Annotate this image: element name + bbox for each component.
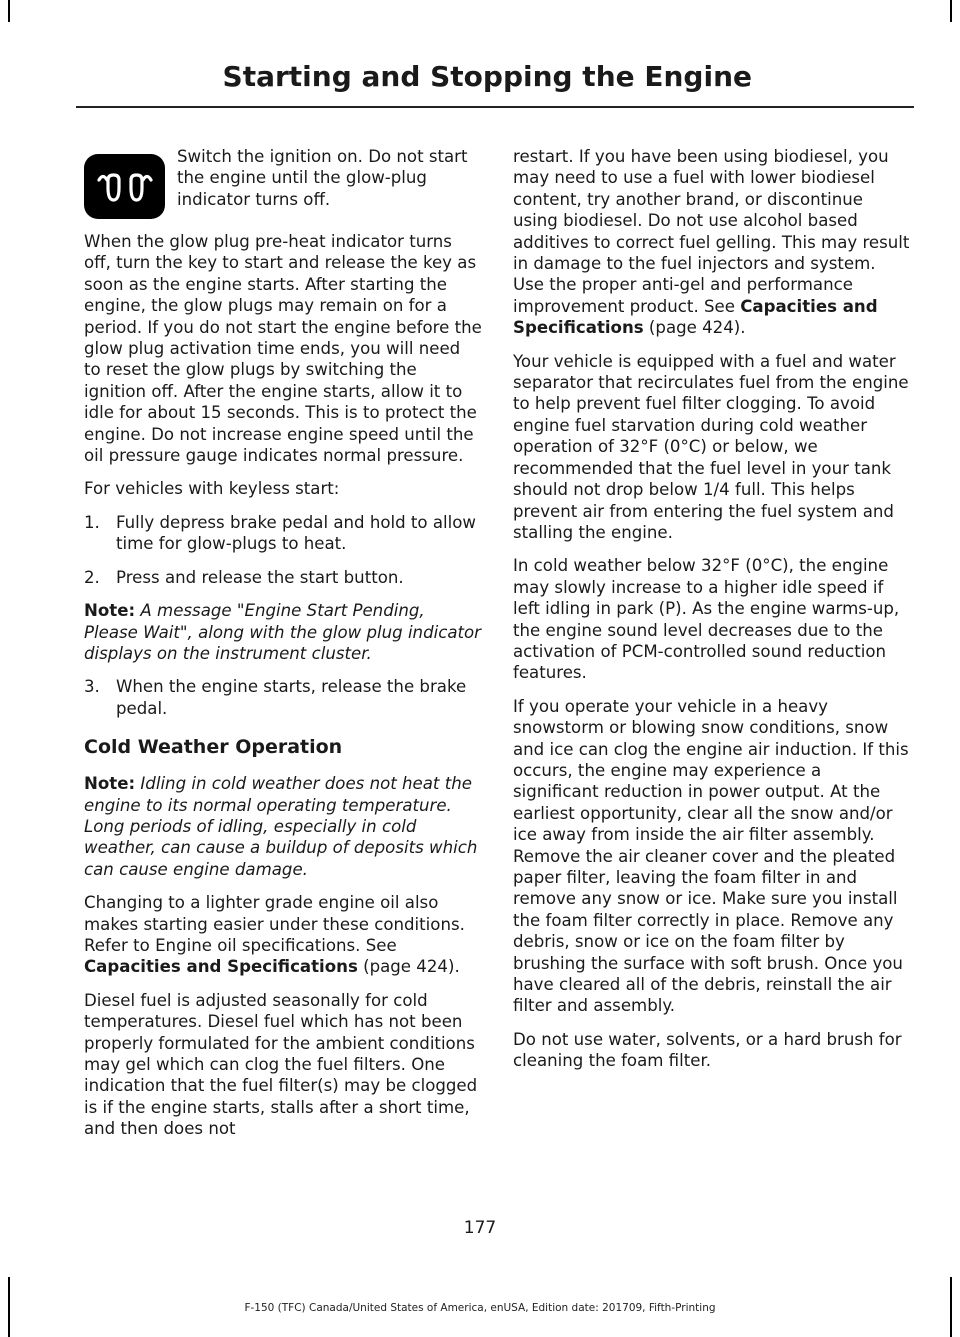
right-column (513, 146, 911, 1084)
page-header-title: Starting and Stopping the Engine (222, 60, 752, 93)
idle-speed-paragraph: In cold weather below 32°F (0°C), the engine may slowly increase to a higher idle speed if left idling in park (P). As the engine warms-up, the engine sound level decreases due to the activation of PCM-controlled sound reduction features. (513, 556, 900, 683)
crop-mark-top-left (8, 0, 10, 22)
list-item-text: Fully depress brake pedal and hold to allow time for glow-plugs to heat. (116, 512, 476, 554)
list-item-text: Press and release the start button. (116, 567, 404, 587)
list-item-number: 1. (84, 512, 100, 532)
list-item-text: When the engine starts, release the brake pedal. (116, 677, 467, 718)
diesel-fuel-paragraph: Diesel fuel is adjusted seasonally for cold temperatures. Diesel fuel which has not been properly formulated for the ambient conditions may gel which can clog the fuel filters. One indication that the fuel filter(s) may be clogged is if the engine starts, stalls after a short time, and then does not (84, 990, 478, 1139)
left-column (84, 146, 482, 1152)
list-item-number: 3. (84, 677, 100, 697)
page-number: 177 (463, 1218, 497, 1238)
engine-oil-paragraph (84, 892, 482, 978)
capacities-link[interactable]: Capacities and Specifications (84, 957, 358, 977)
note-label: Note: (84, 774, 136, 794)
list-item (84, 512, 482, 555)
note-text: A message "Engine Start Pending, Please Wait", along with the glow plug indicator displays on the instrument cluster. (84, 601, 481, 663)
paragraph-text: restart. If you have been using biodiesel, you may need to use a fuel with lower biodiesel content, try another brand, or discontinue using biodiesel. Do not use alcohol based additives to correct fuel gelling. This may result in damage to the fuel injectors and system. Use the proper anti-gel and performance improvement product. See (513, 147, 910, 316)
note-label: Note: (84, 601, 136, 621)
footer-edition: F-150 (TFC) Canada/United States of America, enUSA, Edition date: 201709, Fifth-Printing (244, 1302, 716, 1314)
section-heading-cold-weather: Cold Weather Operation (84, 736, 343, 759)
note-text: Idling in cold weather does not heat the engine to its normal operating temperature. Long periods of idling, especially in cold weather, can cause a buildup of deposits which can cause engine damage. (84, 774, 478, 879)
capacities-link[interactable]: Capacities and Specifications (513, 296, 878, 338)
page-reference: (page 424). (357, 957, 460, 977)
glow-plug-paragraph: When the glow plug pre-heat indicator turns off, turn the key to start and release the key as soon as the engine starts. After starting the engine, the glow plugs may remain on for a period. If you do not start the engine before the glow plug activation time ends, you will need to reset the glow plugs by switching the ignition off. After the engine starts, allow it to idle for about 15 seconds. This is to protect the engine. Do not increase engine speed until the oil pressure gauge indicates normal pressure. (84, 232, 482, 466)
note-engine-start-pending (84, 600, 482, 664)
snowstorm-paragraph: If you operate your vehicle in a heavy snowstorm or blowing snow conditions, snow and ice can clog the engine air induction. If this occurs, the engine may experience a significant reduction in power output. At the earliest opportunity, clear all the snow and/or ice away from inside the air filter assembly. Remove the air cleaner cover and the pleated paper filter, leaving the foam filter in and remove any snow or ice. Make sure you install the foam filter correctly in place. Remove any debris, snow or ice on the foam filter by brushing the surface with soft brush. Once you have cleared all of the debris, reinstall the air filter and assembly. (513, 696, 909, 1016)
paragraph-text: Changing to a lighter grade engine oil also makes starting easier under these conditions. Refer to Engine oil specifications. See (84, 893, 465, 955)
keyless-start-intro: For vehicles with keyless start: (84, 479, 340, 499)
list-item-number: 2. (84, 567, 100, 587)
biodiesel-paragraph (513, 146, 911, 339)
fuel-water-separator-paragraph: Your vehicle is equipped with a fuel and water separator that recirculates fuel from the engine to help prevent fuel filter clogging. To avoid engine fuel starvation during cold weather operation of 32°F (0°C) or below, we recommended that the fuel level in your tank should not drop below 1/4 full. This helps prevent air from entering the fuel system and stalling the engine. (513, 351, 909, 542)
header-divider (76, 106, 914, 108)
crop-mark-top-right (950, 0, 952, 22)
page-reference: (page 424). (643, 318, 746, 338)
list-item (84, 567, 482, 588)
glow-plug-icon (84, 154, 165, 219)
foam-filter-paragraph: Do not use water, solvents, or a hard brush for cleaning the foam filter. (513, 1029, 902, 1071)
glow-plug-instruction-text: Switch the ignition on. Do not start the engine until the glow-plug indicator turns off. (177, 147, 468, 209)
glow-plug-instruction (84, 146, 482, 219)
list-item (84, 676, 482, 719)
note-idling (84, 773, 482, 880)
